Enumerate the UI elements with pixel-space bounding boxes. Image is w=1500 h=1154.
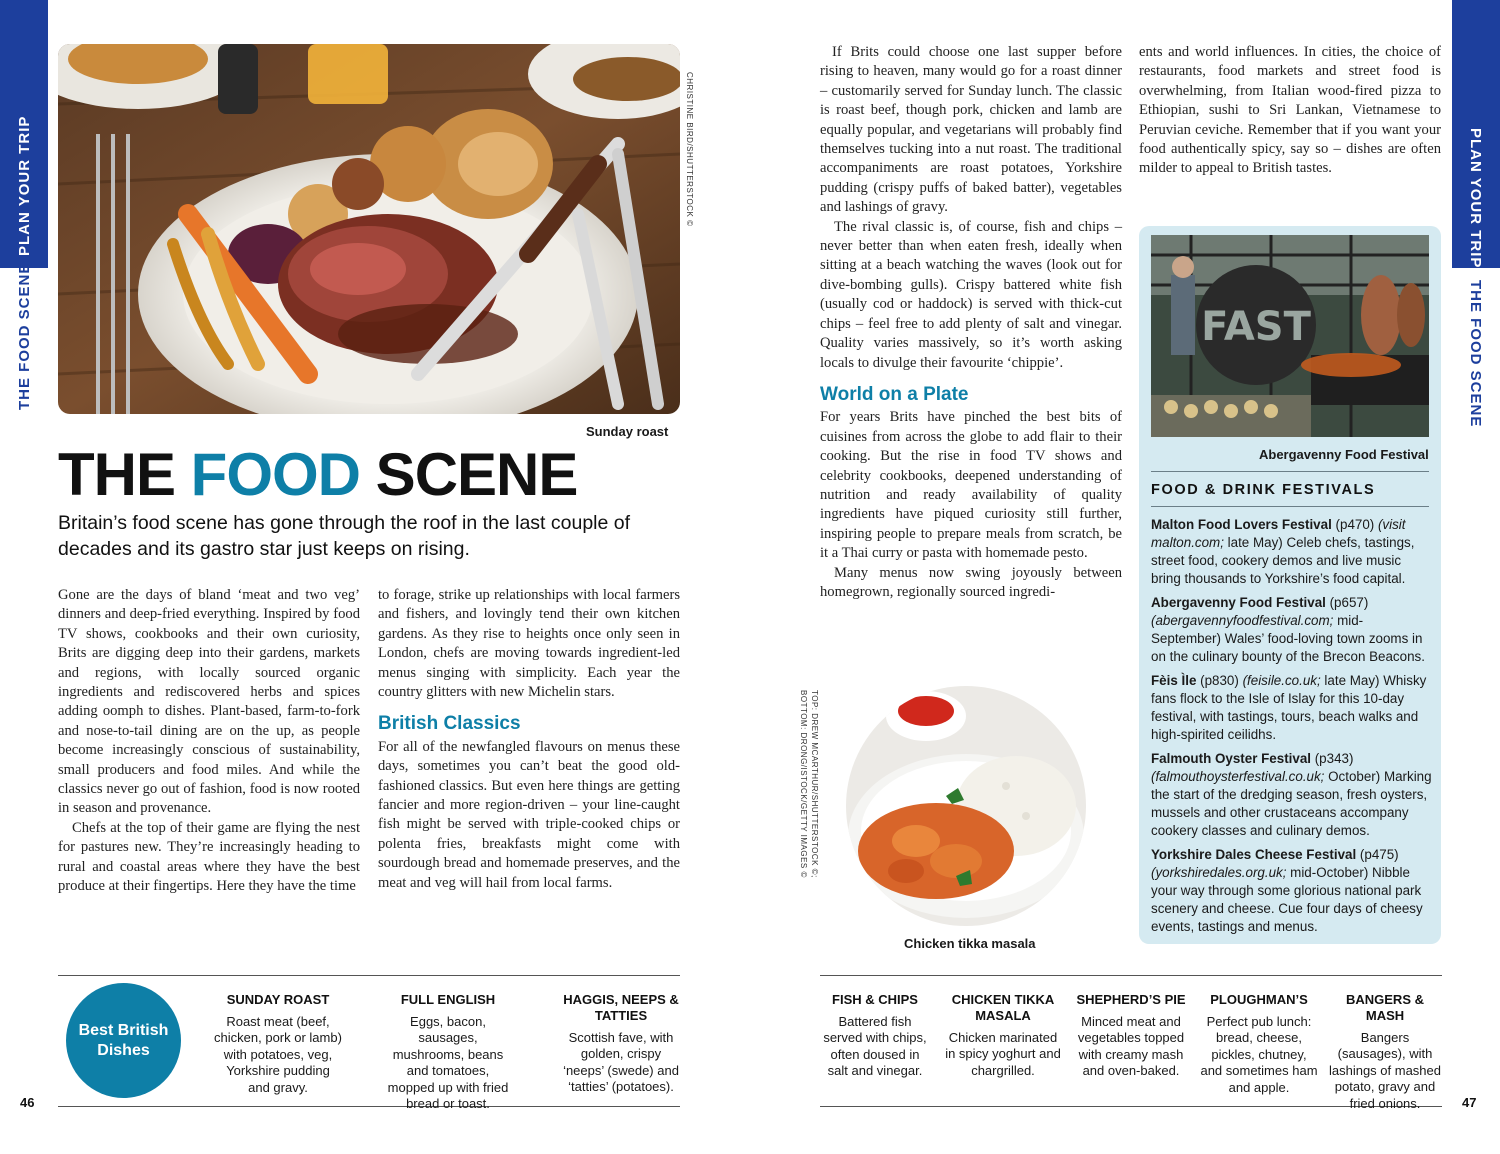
dishes-rule-top-left — [58, 975, 680, 976]
festival-name: Malton Food Lovers Festival — [1151, 517, 1332, 532]
col3-paragraph-1: If Brits could choose one last supper before rising to heaven, many would go for a roast dinner – customarily served for Sunday lunch. The classic is roast beef, though pork, chicken and lamb are equally popular, and vegetarians will probably find themselves tucking into a nut roast. The traditional accompaniments are roast potatoes, Yorkshire pudding (crispy puffs of baked batter), vegetables and lashings of gravy. — [820, 44, 1122, 216]
body-column-2 — [378, 586, 680, 893]
dish-desc: Scottish fave, with golden, crispy ‘neeps’ (swede) and ‘tatties’ (potatoes). — [563, 1030, 679, 1095]
page-number-right: 47 — [1462, 1095, 1477, 1110]
left-chapter-label: THE FOOD SCENE — [16, 262, 33, 410]
dishes-rule-top-right — [820, 975, 1442, 976]
festivals-list — [1151, 516, 1433, 942]
festival-url: (yorkshiredales.org.uk; — [1151, 865, 1287, 880]
festival-page: (p830) — [1196, 673, 1243, 688]
dish-name: FISH & CHIPS — [832, 992, 918, 1007]
festival-desc: late May) Celeb chefs, tastings, street food, cookery demos and live music bring thousands to Yorkshire’s food capital. — [1151, 535, 1415, 586]
col2-paragraph-1: to forage, strike up relationships with local farmers and fishers, and lovingly tend their own kitchen gardens. As they rise to heights once only seen in London, chefs are moving towards ingredient-led menus singing with simplicity. Each year the country glitters with new Michelin stars. — [378, 587, 680, 701]
page-title — [58, 440, 577, 509]
body-column-3 — [820, 43, 1122, 602]
festival-name: Abergavenny Food Festival — [1151, 595, 1326, 610]
col3-paragraph-3: For years Brits have pinched the best bits of cuisines from across the globe to add flair to their cooking. But the rise in food TV shows and celebrity cookbooks, deepened understanding of nutrition and ready availability of quality ingredients have piqued curiosity still further, inspiring people to prepare meals from scratch, be it a Thai curry or pasta with homemade pesto. — [820, 409, 1122, 562]
sunday-roast-photo — [58, 44, 680, 414]
festival-item — [1151, 516, 1433, 588]
dish-bangers-and-mash — [1326, 992, 1444, 1112]
body-column-1 — [58, 586, 360, 897]
right-section-label: PLAN YOUR TRIP — [1467, 128, 1484, 269]
title-accent: FOOD — [190, 441, 360, 508]
festival-url: (falmouthoysterfestival.co.uk; — [1151, 769, 1325, 784]
festival-desc: mid-October) Nibble your way through some glorious national park scenery and cheese. Cue four days of cheesy events, tastings and menus. — [1151, 865, 1423, 934]
dish-name: HAGGIS, NEEPS & TATTIES — [563, 992, 679, 1023]
dishes-rule-bottom-left — [58, 1106, 680, 1107]
festival-page: (p343) — [1311, 751, 1354, 766]
festival-name: Yorkshire Dales Cheese Festival — [1151, 847, 1357, 862]
festivals-title: FOOD & DRINK FESTIVALS — [1151, 482, 1376, 498]
festival-url: (feisile.co.uk; — [1242, 673, 1321, 688]
dish-full-english — [382, 992, 514, 1112]
dish-chicken-tikka — [944, 992, 1062, 1079]
col4-paragraph-1: ents and world influences. In cities, the choice of restaurants, food markets and street food is overwhelming, from Italian wood-fired pizza to Ethiopian, sushi to Sri Lankan, Vietnamese to Peruvian ceviche. Remember that if you want your food authentically spicy, say so – dishes are often milder to appeal to British tastes. — [1139, 44, 1441, 177]
col3-paragraph-2: The rival classic is, of course, fish and chips – never better than when eaten fresh, ideally when sitting at a beach watching the waves (look out for dive-bombing gulls). Crispy battered white fish (usually cod or haddock) is served with thick-cut chips – feel free to add plenty of salt and vinegar. Quality varies massively, so it’s worth asking locals to divulge their favourite ‘chippie’. — [820, 218, 1122, 371]
tikka-credit-top: TOP: DREW MCARTHUR/SHUTTERSTOCK ©; — [810, 690, 819, 878]
dish-name: PLOUGHMAN’S — [1210, 992, 1308, 1007]
festival-url: (visit malton.com; — [1151, 517, 1406, 550]
roast-photo-credit: CHRISTINE BIRD/SHUTTERSTOCK © — [685, 72, 694, 227]
festival-page: (p657) — [1325, 595, 1369, 610]
dish-fish-and-chips — [820, 992, 930, 1080]
tikka-credit-bottom: BOTTOM: DRONG/ISTOCK/GETTY IMAGES © — [799, 690, 808, 878]
dish-desc: Battered fish served with chips, often doused in salt and vinegar. — [823, 1014, 927, 1079]
tikka-masala-photo — [846, 686, 1086, 926]
col3-paragraph-4: Many menus now swing joyously between homegrown, regionally sourced ingredi- — [820, 564, 1122, 600]
dish-desc: Chicken marinated in spicy yoghurt and chargrilled. — [945, 1030, 1061, 1078]
col2-paragraph-2: For all of the newfangled flavours on menus these days, sometimes you can’t beat the good old-fashioned classics. But even here things are getting fancier and more region-driven – your line-caught fish might be served with triple-cooked chips or polenta fries, breakfasts might come with sourdough bread and homemade preserves, and the meat and veg will hail from local farms. — [378, 738, 680, 891]
dish-desc: Eggs, bacon, sausages, mushrooms, beans and tomatoes, mopped up with fried bread or toast. — [387, 1014, 509, 1112]
title-part1: THE — [58, 441, 175, 508]
british-classics-heading: British Classics — [378, 713, 521, 735]
festival-url: (abergavennyfoodfestival.com; — [1151, 613, 1334, 628]
festival-desc: late May) Whisky fans flock to the Isle of Islay for this 10-day festival, with tastings, tours, beach walks and high-spirited ceilidhs. — [1151, 673, 1427, 742]
col1-paragraph-2: Chefs at the top of their game are flying the nest for pastures new. They’re increasingly heading to rural and coastal areas where they have the best produce at their fingertips. Here they have the time — [58, 819, 360, 895]
festivals-rule-bottom — [1151, 506, 1429, 507]
festival-name: Falmouth Oyster Festival — [1151, 751, 1311, 766]
festival-page: (p470) — [1331, 517, 1378, 532]
right-chapter-label: THE FOOD SCENE — [1467, 280, 1484, 428]
festival-desc: October) Marking the start of the dredging season, fresh oysters, mussels and other crustaceans accompany cookery classes and culinary demos. — [1151, 769, 1432, 838]
dish-haggis — [560, 992, 682, 1096]
dish-desc: Roast meat (beef, chicken, pork or lamb) with potatoes, veg, Yorkshire pudding and gravy. — [214, 1014, 342, 1095]
festival-photo — [1151, 235, 1429, 437]
festival-item — [1151, 750, 1433, 840]
col1-paragraph-1: Gone are the days of bland ‘meat and two veg’ dinners and deep-fried everything. Inspired by food TV shows, cookbooks and their own curiosity, Brits are digging deep into their gardens, markets and regions, with locally sourced organic ingredients and rediscovered herbs and spices adding oomph to dishes. Plant-based, farm-to-fork and nose-to-tail dining are on the up, as people become increasingly conscious of sustainability, small producers and food miles. And while the classics never go out of fashion, food is now rooted in season and provenance. — [58, 587, 360, 817]
festival-item — [1151, 672, 1433, 744]
intro-text: Britain’s food scene has gone through the roof in the last couple of decades and its gastro star just keeps on rising. — [58, 512, 631, 560]
dish-name: SHEPHERD’S PIE — [1076, 992, 1186, 1007]
svg-text:FAST: FAST — [1201, 304, 1311, 350]
festival-page: (p475) — [1356, 847, 1399, 862]
dish-sunday-roast — [214, 992, 342, 1096]
page-number-left: 46 — [20, 1095, 35, 1110]
best-dishes-badge: Best British Dishes — [66, 983, 181, 1098]
festival-name: Fèis Ìle — [1151, 673, 1197, 688]
festival-item — [1151, 846, 1433, 936]
dish-desc: Minced meat and vegetables topped with creamy mash and oven-baked. — [1077, 1014, 1185, 1079]
dish-name: FULL ENGLISH — [400, 992, 496, 1007]
festival-item — [1151, 594, 1433, 666]
dish-name: BANGERS & MASH — [1345, 992, 1424, 1023]
tikka-caption: Chicken tikka masala — [904, 936, 1036, 951]
dish-desc: Bangers (sausages), with lashings of mashed potato, gravy and fried onions. — [1328, 1030, 1441, 1111]
dish-shepherds-pie — [1072, 992, 1190, 1080]
world-on-a-plate-heading: World on a Plate — [820, 383, 969, 405]
dish-ploughmans — [1200, 992, 1318, 1096]
left-section-label: PLAN YOUR TRIP — [16, 115, 33, 256]
festivals-rule-top — [1151, 471, 1429, 472]
roast-caption: Sunday roast — [586, 424, 669, 439]
dish-name: CHICKEN TIKKA MASALA — [951, 992, 1055, 1023]
dish-desc: Perfect pub lunch: bread, cheese, pickles, chutney, and sometimes ham and apple. — [1200, 1014, 1318, 1095]
festival-desc: mid-September) Wales’ food-loving town zooms in on the culinary bounty of the Brecon Beacons. — [1151, 613, 1425, 664]
title-part2: SCENE — [375, 441, 578, 508]
festival-caption: Abergavenny Food Festival — [1259, 447, 1429, 462]
body-column-4 — [1139, 43, 1441, 179]
dish-name: SUNDAY ROAST — [226, 992, 330, 1007]
